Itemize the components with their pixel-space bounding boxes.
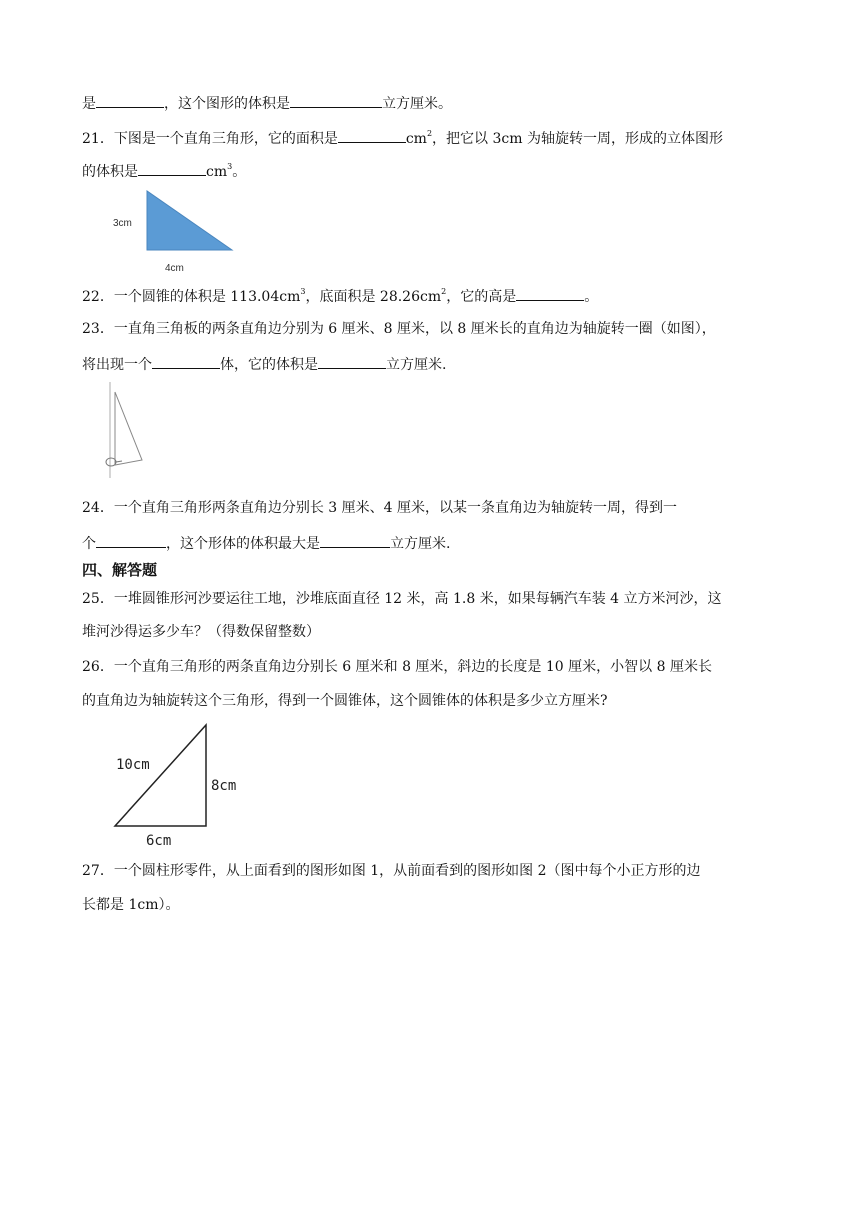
q23-line2: [82, 353, 446, 375]
q23-text: 将出现一个: [82, 357, 152, 373]
section-heading: 四、解答题: [82, 561, 158, 579]
q25-line1: [82, 589, 722, 609]
q22-text: ，底面积是 28.26cm: [305, 289, 442, 305]
q22-line: [82, 285, 598, 307]
base-label: 6cm: [146, 833, 172, 849]
q25-line2: [82, 622, 320, 642]
q27-text: 27．一个圆柱形零件，从上面看到的图形如图 1，从前面看到的图形如图 2（图中每个小正方形的边: [82, 863, 701, 879]
unit-text: cm: [206, 164, 228, 180]
q23-rotation-sketch: [100, 380, 160, 480]
answer-blank[interactable]: [338, 127, 406, 143]
q23-line1: [82, 319, 716, 339]
answer-blank[interactable]: [152, 353, 220, 369]
rotation-arrow-tip: [116, 461, 122, 462]
answer-blank[interactable]: [318, 353, 386, 369]
q21-text: ，把它以 3cm 为轴旋转一周，形成的立体图形: [432, 131, 723, 147]
q21-line2: [82, 160, 246, 182]
q26-text: 26．一个直角三角形的两条直角边分别长 6 厘米和 8 厘米，斜边的长度是 10 厘米，小智以 8 厘米长: [82, 659, 712, 675]
q21-line1: [82, 127, 723, 149]
superscript: 2: [441, 287, 447, 297]
q21-text: 。: [232, 164, 247, 180]
q20-text: 立方厘米。: [382, 96, 452, 112]
q25-text: 25．一堆圆锥形河沙要运往工地，沙堆底面直径 12 米，高 1.8 米，如果每辆汽车装 4 立方米河沙，这: [82, 591, 722, 607]
q22-text: 。: [584, 289, 599, 305]
q24-text: 个: [82, 536, 96, 552]
q24-line1: [82, 498, 677, 518]
q20-tail-line: [82, 92, 452, 114]
q23-text: 23．一直角三角板的两条直角边分别为 6 厘米、8 厘米，以 8 厘米长的直角边为轴旋转一圈（如图），: [82, 321, 716, 337]
q25-text: 堆河沙得运多少车？（得数保留整数）: [82, 624, 320, 640]
superscript: 2: [426, 129, 433, 139]
q23-text: 体，它的体积是: [220, 357, 318, 373]
answer-blank[interactable]: [96, 532, 166, 548]
triangle-height-label: 3cm: [113, 218, 132, 229]
superscript: 3: [300, 287, 306, 297]
q21-triangle-figure: [105, 186, 245, 278]
q27-line1: [82, 861, 701, 881]
triangle-base-label: 4cm: [165, 263, 184, 274]
q27-text: 长都是 1cm）。: [82, 897, 180, 913]
height-label: 8cm: [211, 778, 237, 794]
right-triangle-outline: [115, 725, 206, 826]
q22-text: ，它的高是: [446, 289, 517, 305]
triangle-outline: [115, 392, 142, 465]
q20-text: ，这个图形的体积是: [164, 96, 290, 112]
q26-line1: [82, 657, 712, 677]
answer-blank[interactable]: [516, 285, 584, 301]
hypotenuse-label: 10cm: [116, 757, 150, 773]
q24-text: ，这个形体的体积最大是: [166, 536, 320, 552]
q21-text: 的体积是: [82, 164, 138, 180]
q23-text: 立方厘米.: [386, 357, 447, 373]
q24-text: 24．一个直角三角形两条直角边分别长 3 厘米、4 厘米，以某一条直角边为轴旋转一周，得到一: [82, 500, 677, 516]
q27-line2: [82, 895, 179, 915]
q26-line2: [82, 691, 608, 711]
answer-blank[interactable]: [138, 160, 206, 176]
q26-text: 的直角边为轴旋转这个三角形，得到一个圆锥体，这个圆锥体的体积是多少立方厘米?: [82, 693, 608, 709]
right-triangle-shape: [147, 191, 232, 250]
q24-line2: [82, 532, 450, 554]
q21-text: 21．下图是一个直角三角形，它的面积是: [82, 131, 338, 147]
q24-text: 立方厘米.: [390, 536, 451, 552]
answer-blank[interactable]: [290, 92, 382, 108]
unit-text: cm: [405, 131, 427, 147]
q26-triangle-figure: [110, 722, 250, 852]
answer-blank[interactable]: [320, 532, 390, 548]
superscript: 3: [227, 162, 233, 172]
q22-text: 22．一个圆锥的体积是 113.04cm: [82, 289, 301, 305]
q20-text: 是: [82, 96, 96, 112]
answer-blank[interactable]: [96, 92, 164, 108]
